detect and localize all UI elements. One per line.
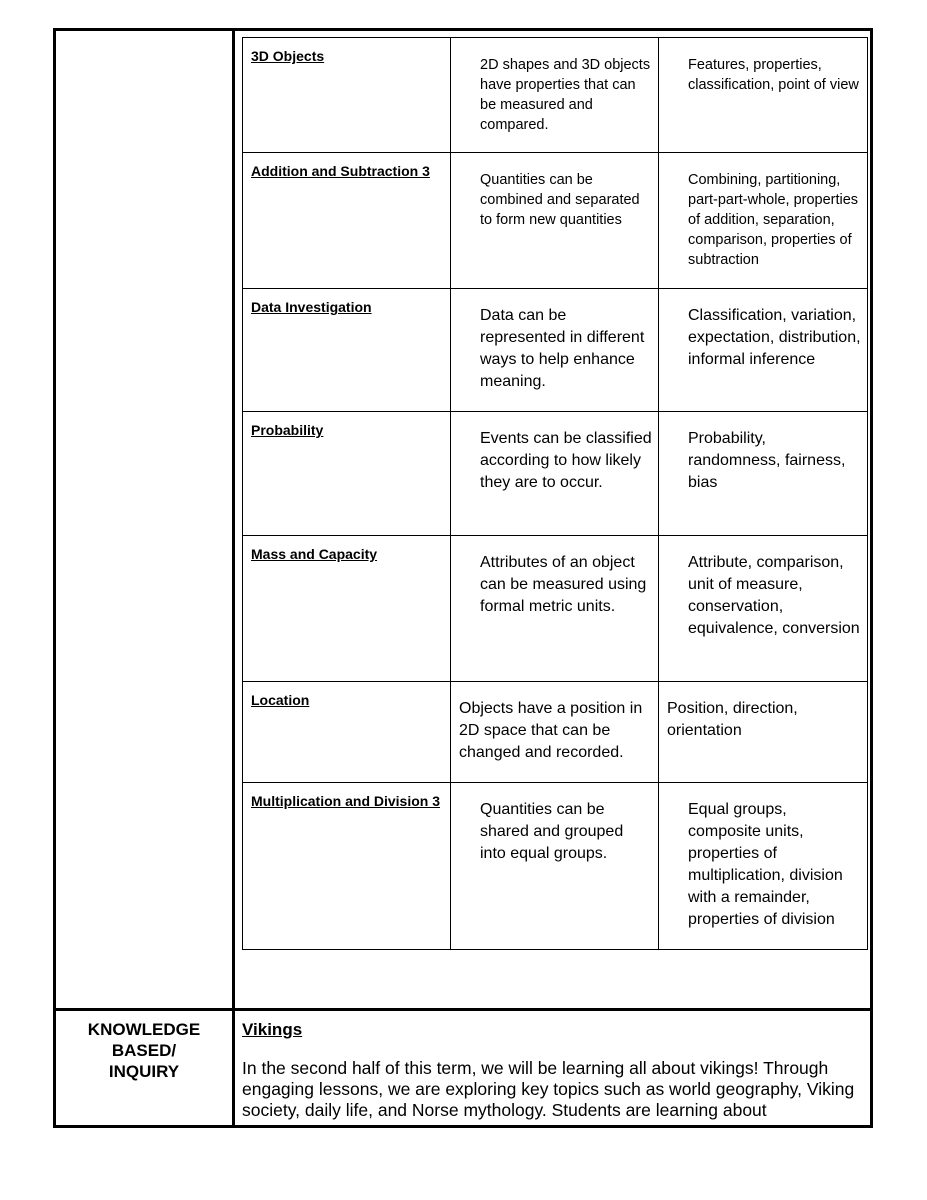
- big-idea-cell: [451, 289, 659, 412]
- concepts-text: Classification, variation, expectation, distribution, informal inference: [688, 307, 861, 368]
- topic-cell: [243, 536, 451, 682]
- section-label-line: KNOWLEDGE: [87, 1020, 201, 1039]
- big-idea-cell: [451, 38, 659, 153]
- row-divider: [56, 1008, 870, 1011]
- table-row: [243, 153, 868, 289]
- topic-title: Location: [251, 692, 310, 708]
- topic-title: Probability: [251, 422, 324, 438]
- section-text: In the second half of this term, we will be learning all about vikings! Through engaging lessons, we are exploring key topics such as world geography, Viking society, daily life, and Norse mythology. Students are learning about: [242, 1058, 855, 1120]
- big-idea-text: Quantities can be combined and separated to form new quantities: [480, 172, 640, 228]
- maths-topics-table: [242, 37, 868, 950]
- concepts-text: Position, direction, orientation: [667, 700, 798, 739]
- knowledge-content: [242, 1019, 862, 1121]
- big-idea-text: Attributes of an object can be measured using formal metric units.: [480, 554, 647, 615]
- topic-cell: [243, 783, 451, 950]
- section-label-line: INQUIRY: [108, 1062, 180, 1081]
- topic-title: 3D Objects: [251, 48, 325, 64]
- table-row: [243, 783, 868, 950]
- big-idea-cell: [451, 536, 659, 682]
- table-row: [243, 682, 868, 783]
- concepts-cell: [659, 412, 868, 536]
- concepts-cell: [659, 536, 868, 682]
- table-row: [243, 289, 868, 412]
- concepts-cell: [659, 289, 868, 412]
- topic-cell: [243, 682, 451, 783]
- concepts-cell: [659, 783, 868, 950]
- table-row: [243, 38, 868, 153]
- topic-title: Multiplication and Division 3: [251, 793, 441, 809]
- concepts-cell: [659, 153, 868, 289]
- topic-cell: [243, 38, 451, 153]
- topic-title: Mass and Capacity: [251, 546, 378, 562]
- concepts-text: Probability, randomness, fairness, bias: [688, 430, 846, 491]
- big-idea-text: Objects have a position in 2D space that can be changed and recorded.: [459, 700, 643, 761]
- big-idea-cell: [451, 412, 659, 536]
- topic-cell: [243, 412, 451, 536]
- table-row: [243, 536, 868, 682]
- section-label: [56, 1019, 232, 1082]
- topic-cell: [243, 289, 451, 412]
- big-idea-text: 2D shapes and 3D objects have properties that can be measured and compared.: [480, 57, 651, 133]
- topic-cell: [243, 153, 451, 289]
- topic-title: Addition and Subtraction 3: [251, 163, 430, 179]
- big-idea-cell: [451, 153, 659, 289]
- column-divider: [232, 31, 235, 1125]
- section-label-line: BASED/: [111, 1041, 177, 1060]
- concepts-text: Features, properties, classification, point of view: [688, 57, 859, 93]
- section-title: Vikings: [242, 1020, 303, 1039]
- big-idea-text: Events can be classified according to how likely they are to occur.: [480, 430, 652, 491]
- concepts-text: Combining, partitioning, part-part-whole, properties of addition, separation, comparison, properties of subtraction: [688, 172, 859, 268]
- table-row: [243, 412, 868, 536]
- big-idea-text: Quantities can be shared and grouped into equal groups.: [480, 801, 624, 862]
- big-idea-text: Data can be represented in different ways to help enhance meaning.: [480, 307, 645, 390]
- topic-title: Data Investigation: [251, 299, 372, 315]
- concepts-cell: [659, 38, 868, 153]
- big-idea-cell: [451, 783, 659, 950]
- curriculum-outer-table: [53, 28, 873, 1128]
- big-idea-cell: [451, 682, 659, 783]
- concepts-cell: [659, 682, 868, 783]
- concepts-text: Equal groups, composite units, properties of multiplication, division with a remainder, properties of division: [688, 801, 843, 928]
- concepts-text: Attribute, comparison, unit of measure, conservation, equivalence, conversion: [688, 554, 860, 637]
